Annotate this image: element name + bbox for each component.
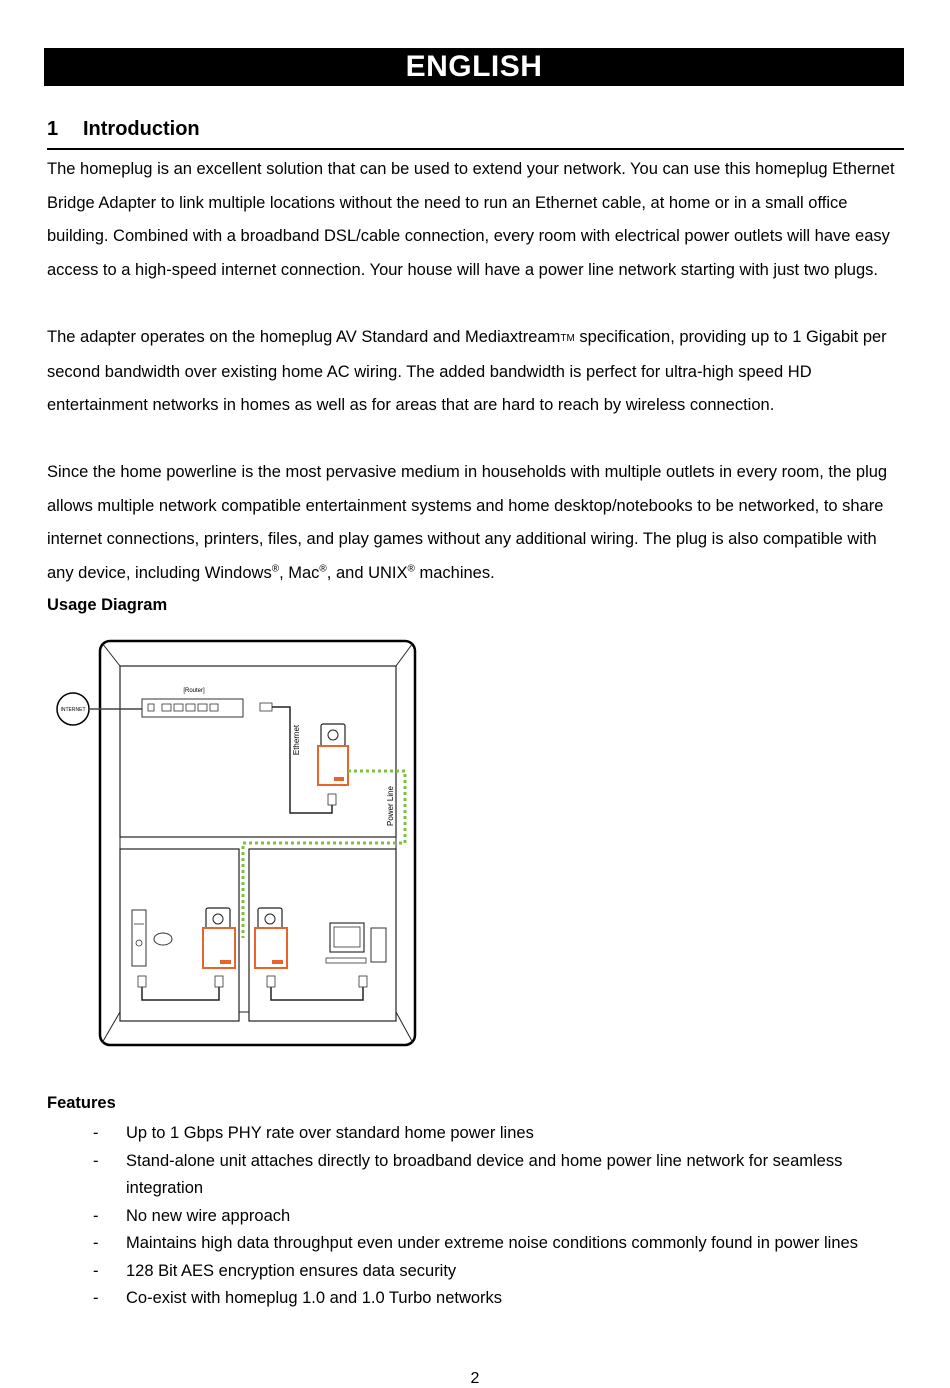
game-console-icon <box>132 910 146 966</box>
usage-diagram <box>50 638 420 1050</box>
router-label: [Router] <box>183 688 205 694</box>
room-top <box>120 666 396 837</box>
feature-item <box>47 1230 907 1258</box>
feature-text: Co-exist with homeplug 1.0 and 1.0 Turbo networks <box>126 1289 503 1307</box>
feature-item <box>47 1120 907 1148</box>
feature-text: No new wire approach <box>126 1206 291 1225</box>
gamepad-icon <box>154 933 172 945</box>
adapter-led-icon <box>334 777 344 781</box>
bullet-dash: - <box>93 1234 99 1252</box>
ethernet-plug-icon <box>359 976 367 987</box>
bullet-dash: - <box>93 1206 99 1225</box>
paragraph-text: Since the home powerline is the most pervasive medium in households with multiple outlets in every room, the plug allows multiple network compatible entertainment systems and home desktop/notebooks to be networked, to share internet connections, printers, files, and play games without any additional wiring. The plug is also compatible with any device, including Windows <box>47 463 888 582</box>
section-heading <box>47 118 904 150</box>
bullet-dash: - <box>93 1261 99 1280</box>
ethernet-plug-icon <box>328 794 336 805</box>
ethernet-label: Ethernet <box>292 724 301 756</box>
outlet-icon <box>258 908 282 930</box>
router-icon <box>142 699 243 717</box>
paragraph-text: specification, providing up to 1 Gigabit per second bandwidth over existing home AC wiring. The added bandwidth is perfect for ultra-high speed HD entertainment networks in homes as well as for areas that are hard to reach by wireless connection. <box>47 328 887 414</box>
intro-paragraph-3 <box>47 456 907 590</box>
feature-text: Up to 1 Gbps PHY rate over standard home power lines <box>126 1124 534 1142</box>
outlet-icon <box>206 908 230 930</box>
features-list <box>47 1120 907 1313</box>
paragraph-text: , Mac <box>279 563 320 582</box>
ethernet-plug-icon <box>260 703 272 711</box>
section-title: Introduction <box>83 118 200 140</box>
language-banner: ENGLISH <box>44 48 904 86</box>
ethernet-plug-icon <box>138 976 146 987</box>
registered-mark: ® <box>407 563 415 574</box>
feature-item <box>47 1203 907 1231</box>
paragraph-text: The adapter operates on the homeplug AV Standard and Mediaxtream <box>47 328 561 346</box>
registered-mark: ® <box>319 563 327 574</box>
bullet-dash: - <box>93 1289 99 1307</box>
registered-mark: ® <box>271 563 280 574</box>
keyboard-icon <box>326 958 366 963</box>
trademark-mark: TM <box>560 333 575 344</box>
page-number: 2 <box>470 1370 480 1387</box>
feature-text: Stand-alone unit attaches directly to broadband device and home power line network for seamless integration <box>126 1151 843 1197</box>
adapter-led-icon <box>220 960 231 964</box>
power-line-label: Power Line <box>386 785 395 827</box>
internet-label: INTERNET <box>60 707 86 713</box>
bullet-dash: - <box>93 1124 99 1142</box>
outlet-icon <box>321 724 345 746</box>
usage-diagram-label: Usage Diagram <box>47 596 168 614</box>
section-number: 1 <box>47 118 59 140</box>
bullet-dash: - <box>93 1151 99 1170</box>
ethernet-plug-icon <box>267 976 275 987</box>
feature-item <box>47 1148 907 1203</box>
feature-text: Maintains high data throughput even under extreme noise conditions commonly found in power lines <box>126 1234 858 1252</box>
intro-paragraph-2 <box>47 321 907 423</box>
intro-paragraph-1: The homeplug is an excellent solution that can be used to extend your network. You can use this homeplug Ethernet Bridge Adapter to link multiple locations without the need to run an Ethernet cable, at home or in a small office building. Combined with a broadband DSL/cable connection, every room with electrical power outlets will have easy access to a high-speed internet connection. Your house will have a power line network starting with just two plugs. <box>47 160 895 279</box>
feature-text: 128 Bit AES encryption ensures data security <box>126 1261 457 1280</box>
features-label: Features <box>47 1094 116 1112</box>
paragraph-text: machines. <box>414 563 495 582</box>
feature-item <box>47 1285 907 1313</box>
ethernet-plug-icon <box>215 976 223 987</box>
adapter-led-icon <box>272 960 283 964</box>
paragraph-text: , and UNIX <box>326 563 408 582</box>
pc-tower-icon <box>371 928 386 962</box>
feature-item <box>47 1258 907 1286</box>
